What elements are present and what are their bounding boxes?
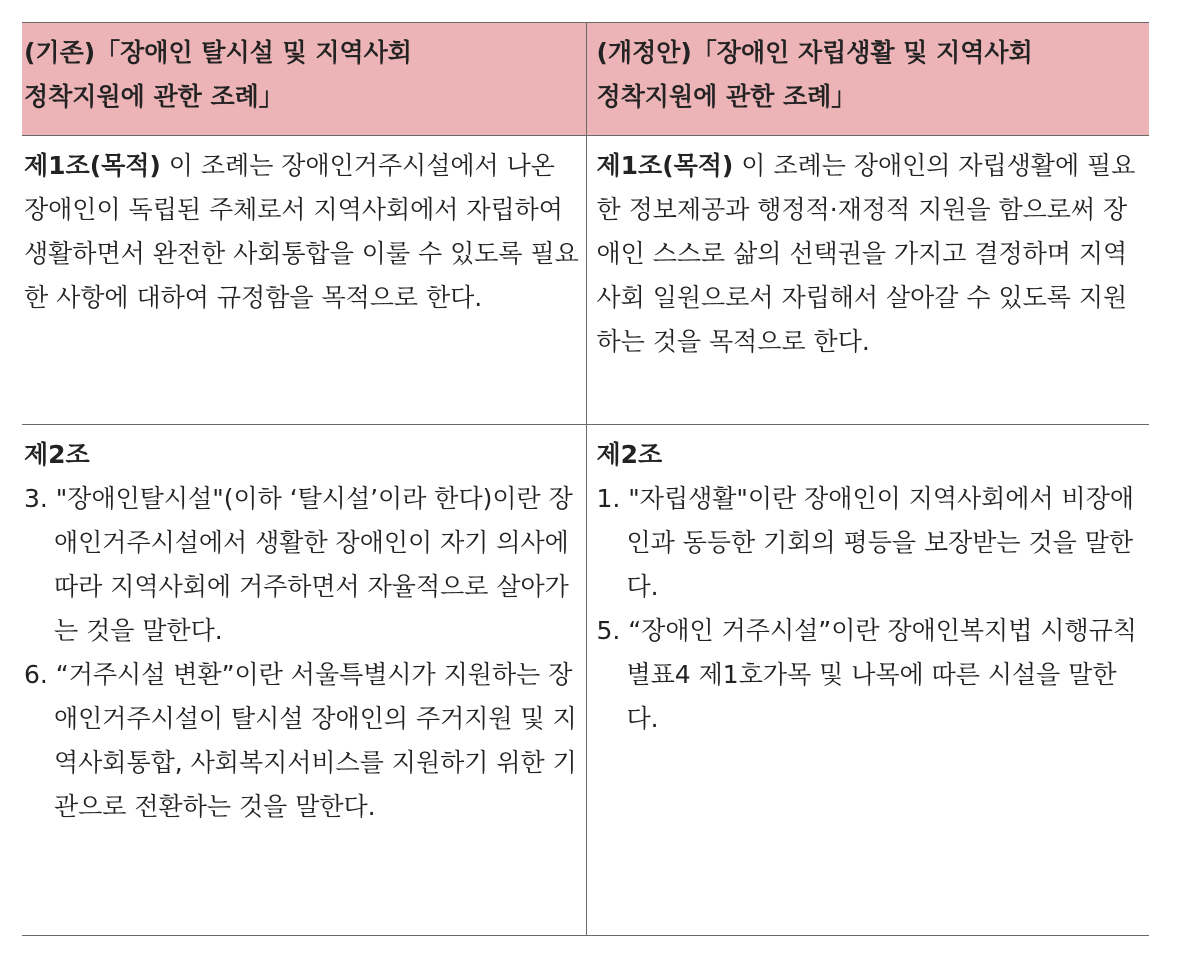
article2-amended-item-5: 5. “장애인 거주시설”이란 장애인복지법 시행규칙 별표4 제1호가목 및 나목에 따른 시설을 말한다.	[596, 616, 1137, 733]
article1-existing-heading: 제1조(목적)	[24, 151, 161, 180]
article1-row	[22, 136, 1149, 425]
header-existing-line2: 정착지원에 관한 조례」	[24, 82, 284, 111]
article2-existing-item-3: 3. "장애인탈시설"(이하 ‘탈시설’이라 한다)이란 장애인거주시설에서 생활한 장애인이 자기 의사에 따라 지역사회에 거주하면서 자율적으로 살아가는 것을 말한다.	[24, 484, 573, 645]
article1-amended-cell	[586, 136, 1149, 425]
article1-amended-heading: 제1조(목적)	[596, 151, 734, 180]
ordinance-comparison-table	[22, 22, 1149, 936]
article1-existing-cell	[22, 136, 586, 425]
article2-existing-cell	[22, 425, 586, 936]
header-row	[22, 23, 1149, 136]
header-amended-line1: (개정안)「장애인 자립생활 및 지역사회	[596, 38, 1033, 67]
header-amended-line2: 정착지원에 관한 조례」	[596, 82, 857, 111]
article2-amended-cell	[586, 425, 1149, 936]
header-amended	[586, 23, 1149, 136]
article2-existing-item-6: 6. “거주시설 변환”이란 서울특별시가 지원하는 장애인거주시설이 탈시설 장애인의 주거지원 및 지역사회통합, 사회복지서비스를 지원하기 위한 기관으로 전환하는 것을 말한다.	[24, 660, 577, 821]
article1-existing-text: 이 조례는 장애인거주시설에서 나온 장애인이 독립된 주체로서 지역사회에서 자립하여 생활하면서 완전한 사회통합을 이룰 수 있도록 필요한 사항에 대하여 규정함을 목적으로 한다.	[24, 151, 579, 312]
article2-row	[22, 425, 1149, 936]
header-existing	[22, 23, 586, 136]
article2-amended-heading: 제2조	[596, 440, 663, 469]
article2-existing-heading: 제2조	[24, 440, 90, 469]
article2-amended-item-1: 1. "자립생활"이란 장애인이 지역사회에서 비장애인과 동등한 기회의 평등을 보장받는 것을 말한다.	[596, 484, 1134, 601]
header-existing-line1: (기존)「장애인 탈시설 및 지역사회	[24, 38, 412, 67]
article1-amended-text: 이 조례는 장애인의 자립생활에 필요한 정보제공과 행정적·재정적 지원을 함으로써 장애인 스스로 삶의 선택권을 가지고 결정하며 지역사회 일원으로서 자립해서 살아갈 수 있도록 지원하는 것을 목적으로 한다.	[596, 151, 1136, 356]
